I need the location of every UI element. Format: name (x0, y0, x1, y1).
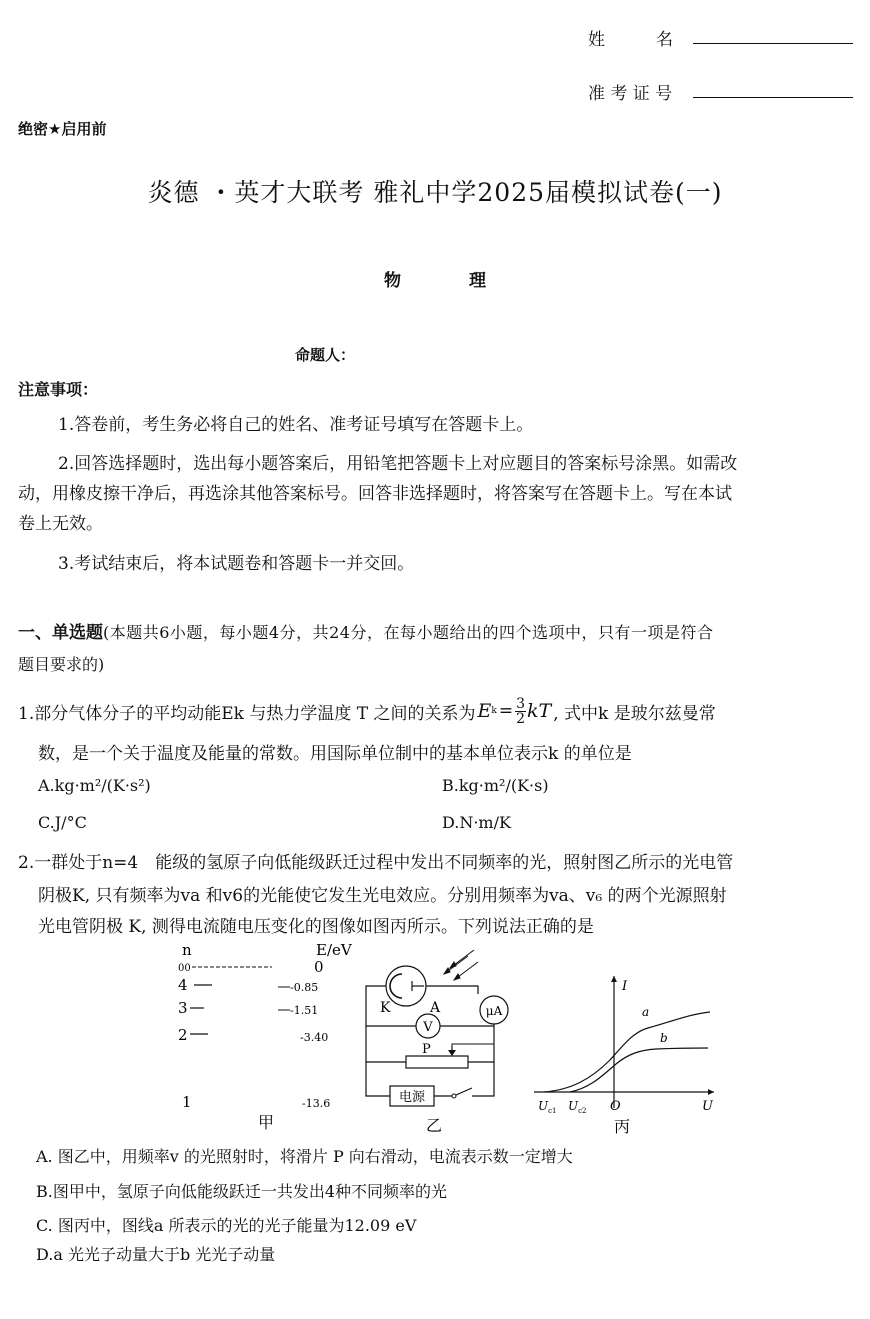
exam-id-label: 准 考 证 号 (588, 84, 673, 104)
level-4-energy: -0.85 (290, 981, 319, 994)
notice-heading: 注意事项： (18, 380, 99, 399)
level-4-label: 4 (178, 976, 188, 994)
stop-voltage-1-label: $U_{c1}$ (538, 1099, 557, 1115)
question-2-line-2: 阴极K, 只有频率为va 和v6的光能使它发生光电效应。分别用频率为va、v₆ 的两个光源照射 (38, 886, 727, 906)
q1-text-a: 1.部分气体分子的平均动能Ek 与热力学温度 T 之间的关系为 (18, 703, 476, 724)
exam-id-field[interactable] (693, 97, 853, 98)
q2-option-a[interactable]: A. 图乙中，用频率v 的光照射时，将滑片 P 向右滑动，电流表示数一定增大 (36, 1147, 573, 1166)
level-3-energy: -1.51 (290, 1004, 319, 1017)
name-field[interactable] (693, 43, 853, 44)
stop-voltage-2-label: $U_{c2}$ (568, 1099, 587, 1115)
question-1-line-1 (18, 694, 716, 728)
q1-option-b[interactable]: B.kg·m²/(K·s) (442, 776, 549, 795)
notice-item-2-cont: 动，用橡皮擦干净后，再选涂其他答案标号。回答非选择题时，将答案写在答题卡上。写在本试 (18, 484, 732, 504)
question-2-line-3: 光电管阴极 K, 测得电流随电压变化的图像如图丙所示。下列说法正确的是 (38, 917, 594, 937)
q2-option-b[interactable]: B.图甲中，氢原子向低能级跃迁一共发出4种不同频率的光 (36, 1182, 448, 1201)
u-axis-label: U (702, 1099, 713, 1114)
level-1-label: 1 (182, 1093, 192, 1111)
q1-option-a[interactable]: A.kg·m²/(K·s²) (38, 776, 151, 795)
cathode-label: K (380, 1000, 391, 1016)
anode-label: A (430, 1000, 441, 1016)
q2-option-d[interactable]: D.a 光光子动量大于b 光光子动量 (36, 1245, 276, 1264)
level-2-label: 2 (178, 1026, 188, 1044)
q1-option-d[interactable]: D.N·m/K (442, 813, 511, 832)
secret-mark: 绝密★启用前 (18, 120, 107, 138)
section-desc: (本题共6小题，每小题4分，共24分，在每小题给出的四个选项中，只有一项是符合 (103, 623, 714, 642)
question-2-line-1: 2.一群处于n=4 能级的氢原子向低能级跃迁过程中发出不同频率的光，照射图乙所示的光电管 (18, 853, 734, 873)
switch-icon (452, 1094, 456, 1098)
cathode-icon (390, 974, 402, 998)
notice-item-1: 1.答卷前，考生务必将自己的姓名、准考证号填写在答题卡上。 (58, 415, 534, 435)
voltmeter-label: V (423, 1020, 433, 1035)
n-axis-label: n (182, 941, 192, 959)
curve-a (544, 1012, 710, 1092)
slider-label: P (422, 1042, 431, 1057)
rheostat-icon (406, 1056, 468, 1068)
power-source-label: 电源 (398, 1090, 426, 1105)
notice-item-2-end: 卷上无效。 (18, 514, 103, 534)
current-voltage-graph (530, 968, 720, 1136)
curve-b (570, 1048, 708, 1092)
microammeter-label: μA (485, 1004, 503, 1018)
notice-item-2: 2.回答选择题时，选出每小题答案后，用铅笔把答题卡上对应题目的答案标号涂黑。如需改 (58, 454, 738, 474)
subject-title: 物 理 (384, 271, 486, 291)
question-1-line-2: 数，是一个关于温度及能量的常数。用国际单位制中的基本单位表示k 的单位是 (38, 744, 632, 764)
infinity-energy: 0 (314, 958, 324, 976)
exam-title: 炎德 ・英才大联考 雅礼中学2025届模拟试卷(一) (147, 178, 723, 207)
infinity-level-label: 00 (178, 963, 191, 974)
notice-item-3: 3.考试结束后，将本试题卷和答题卡一并交回。 (58, 554, 415, 574)
section-heading-line (18, 618, 713, 643)
level-1-energy: -13.6 (302, 1097, 331, 1110)
q1-option-c[interactable]: C.J/°C (38, 813, 87, 832)
i-axis-label: I (622, 979, 628, 994)
level-3-label: 3 (178, 999, 188, 1017)
curve-b-label: b (660, 1031, 668, 1045)
section-title: 一、单选题 (18, 623, 103, 643)
figure-yi-caption: 乙 (426, 1116, 443, 1134)
section-desc-cont: 题目要求的) (18, 655, 105, 674)
curve-a-label: a (642, 1005, 650, 1019)
q1-text-b: , 式中k 是玻尔兹曼常 (553, 703, 716, 724)
photoelectric-circuit (360, 950, 520, 1134)
energy-level-diagram (170, 938, 360, 1134)
light-rays-icon (444, 950, 478, 980)
level-2-energy: -3.40 (300, 1031, 329, 1044)
name-label: 姓 名 (588, 30, 673, 50)
figure-bing-caption: 丙 (614, 1117, 631, 1136)
energy-axis-label: E/eV (316, 941, 352, 959)
author-label: 命题人： (295, 346, 356, 364)
q1-formula: E k = $\frac{3}{2}$ kT (477, 695, 552, 727)
figure-jia-caption: 甲 (258, 1113, 275, 1132)
q2-option-c[interactable]: C. 图丙中，图线a 所表示的光的光子能量为12.09 eV (36, 1216, 417, 1235)
origin-label: O (610, 1099, 621, 1114)
